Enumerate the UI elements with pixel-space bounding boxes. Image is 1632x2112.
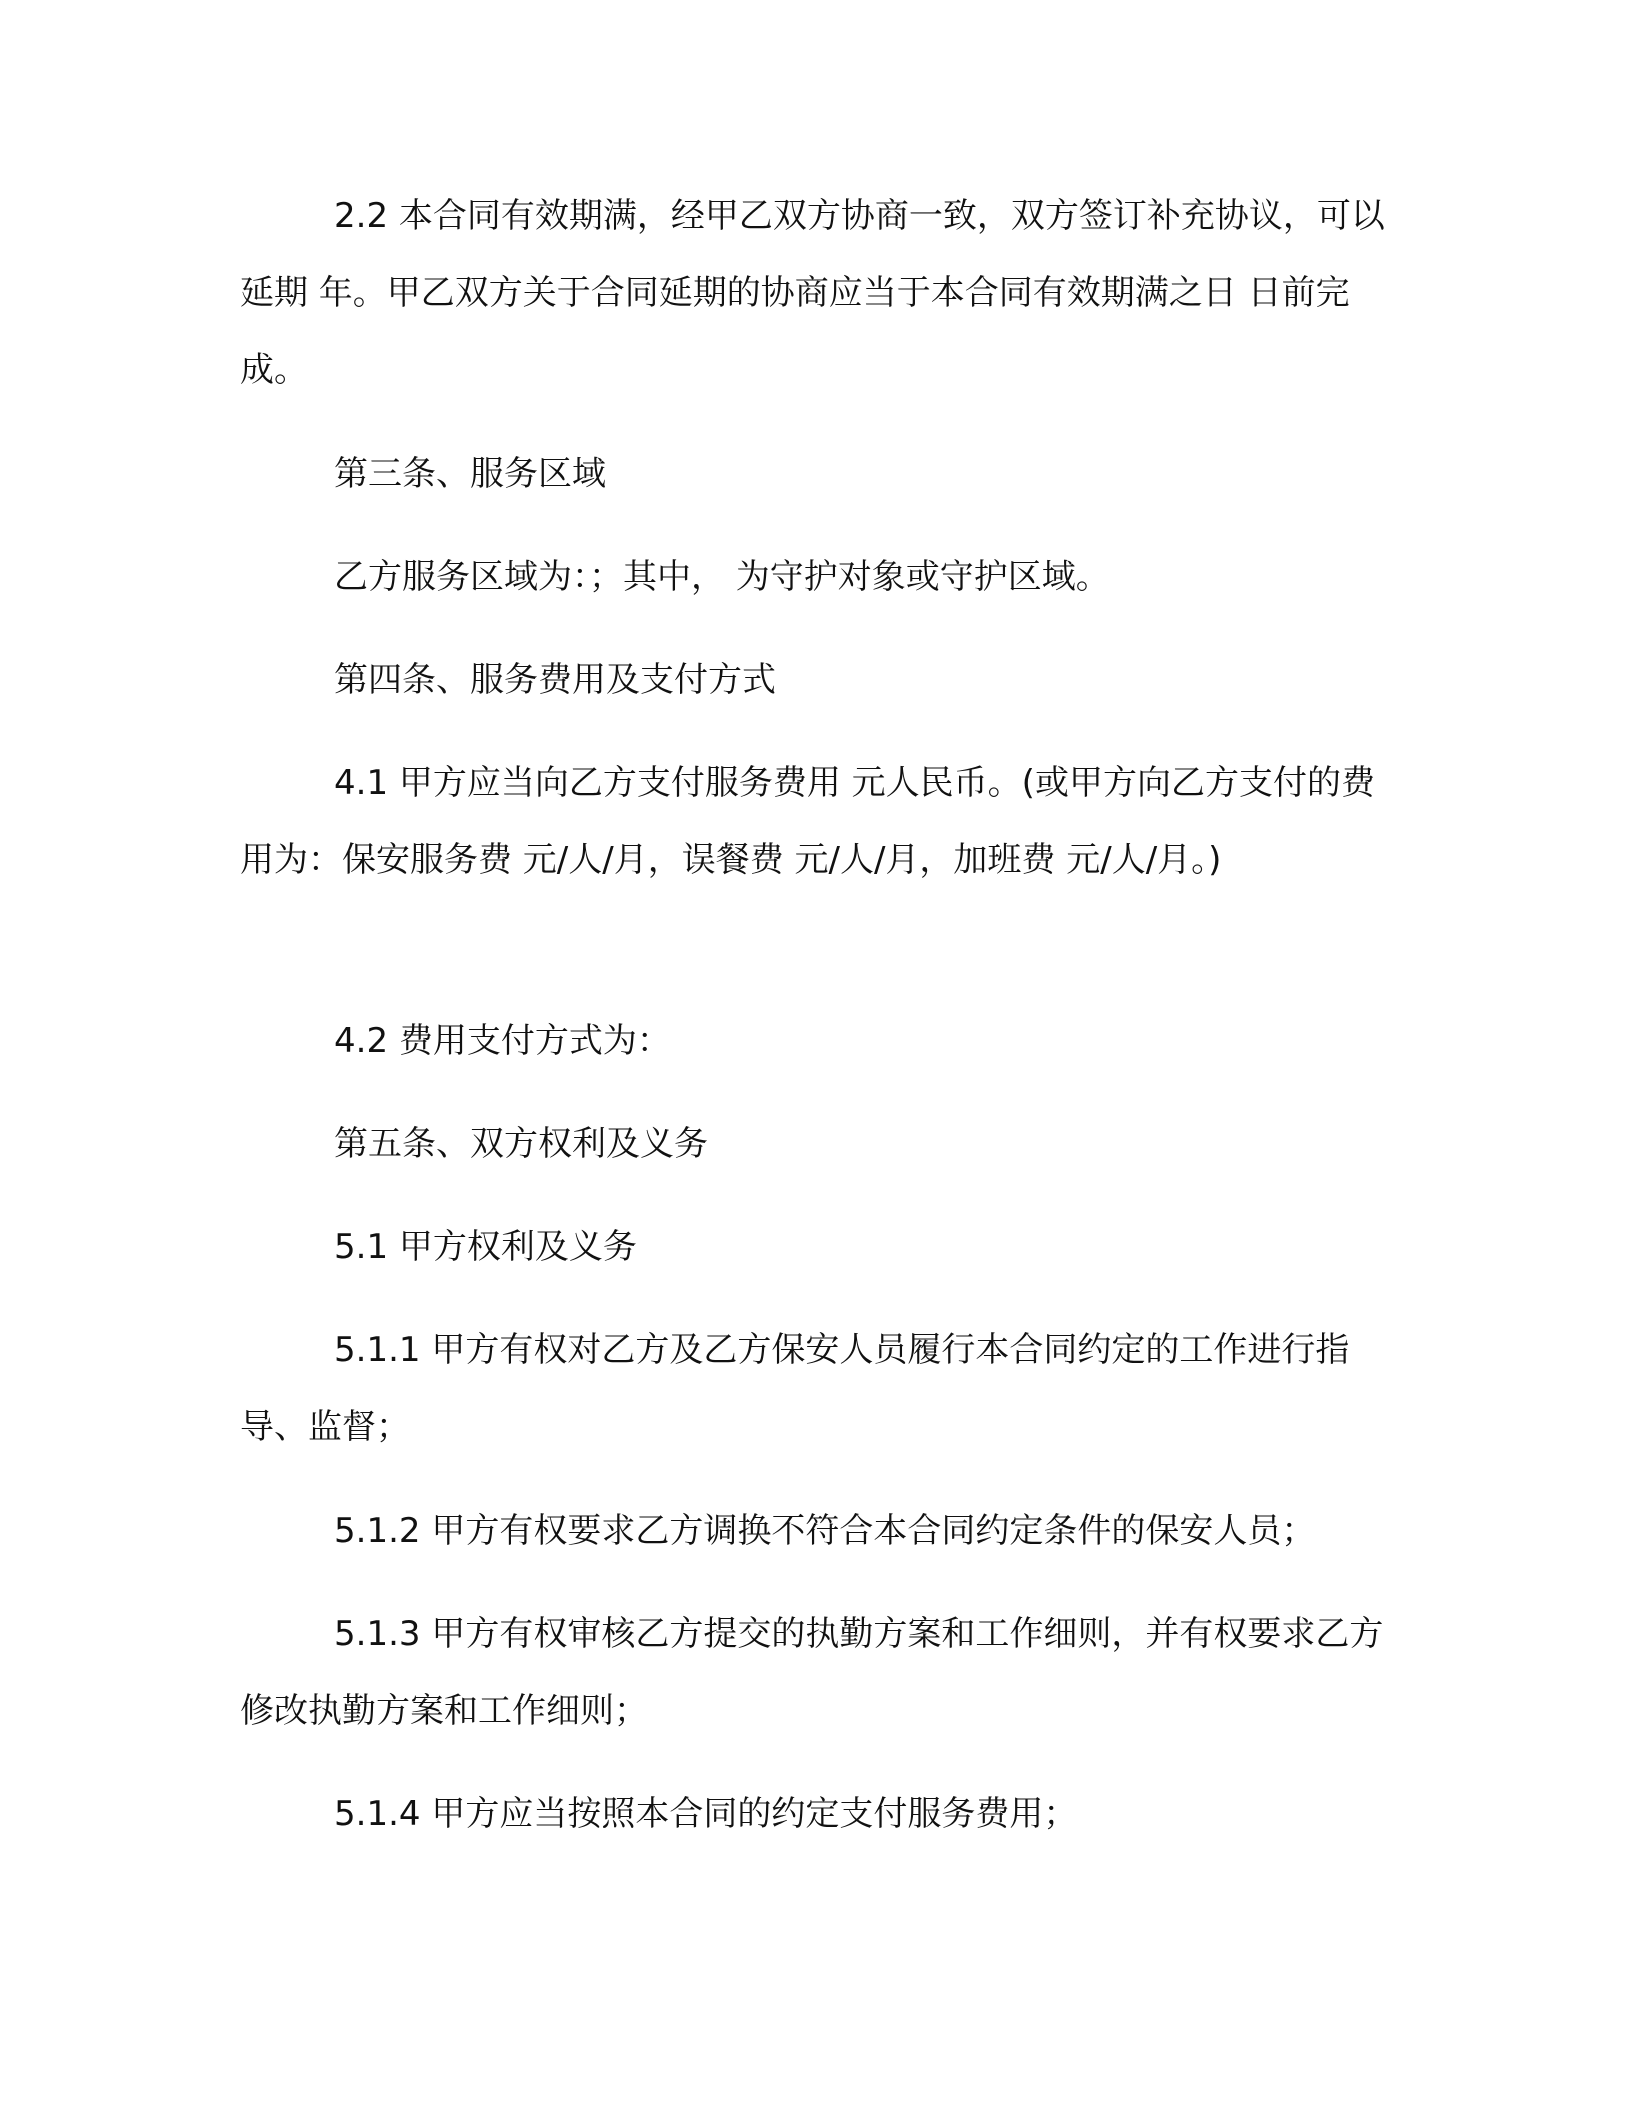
service-area-text: 乙方服务区域为：；其中， 为守护对象或守护区域。 — [334, 557, 1110, 597]
article-3-heading: 第三条、服务区域 — [334, 454, 606, 494]
clause-4-2: 4.2 费用支付方式为： — [334, 1021, 671, 1061]
clause-5-1: 5.1 甲方权利及义务 — [334, 1227, 637, 1267]
clause-4-1: 4.1 甲方应当向乙方支付服务费用 元人民币。(或甲方向乙方支付的费用为：保安服务费 元/人/月，误餐费 元/人/月，加班费 元/人/月。) — [240, 763, 1375, 880]
clause-5-1-1: 5.1.1 甲方有权对乙方及乙方保安人员履行本合同约定的工作进行指导、监督； — [240, 1330, 1350, 1447]
clause-2-2: 2.2 本合同有效期满，经甲乙双方协商一致，双方签订补充协议，可以延期 年。甲乙双方关于合同延期的协商应当于本合同有效期满之日 日前完成。 — [240, 196, 1385, 390]
article-4-heading: 第四条、服务费用及支付方式 — [334, 660, 776, 700]
article-5-heading: 第五条、双方权利及义务 — [334, 1124, 708, 1164]
clause-5-1-4: 5.1.4 甲方应当按照本合同的约定支付服务费用； — [334, 1794, 1078, 1834]
clause-5-1-3: 5.1.3 甲方有权审核乙方提交的执勤方案和工作细则，并有权要求乙方修改执勤方案和工作细则； — [240, 1614, 1384, 1731]
clause-5-1-2: 5.1.2 甲方有权要求乙方调换不符合本合同约定条件的保安人员； — [334, 1511, 1316, 1551]
